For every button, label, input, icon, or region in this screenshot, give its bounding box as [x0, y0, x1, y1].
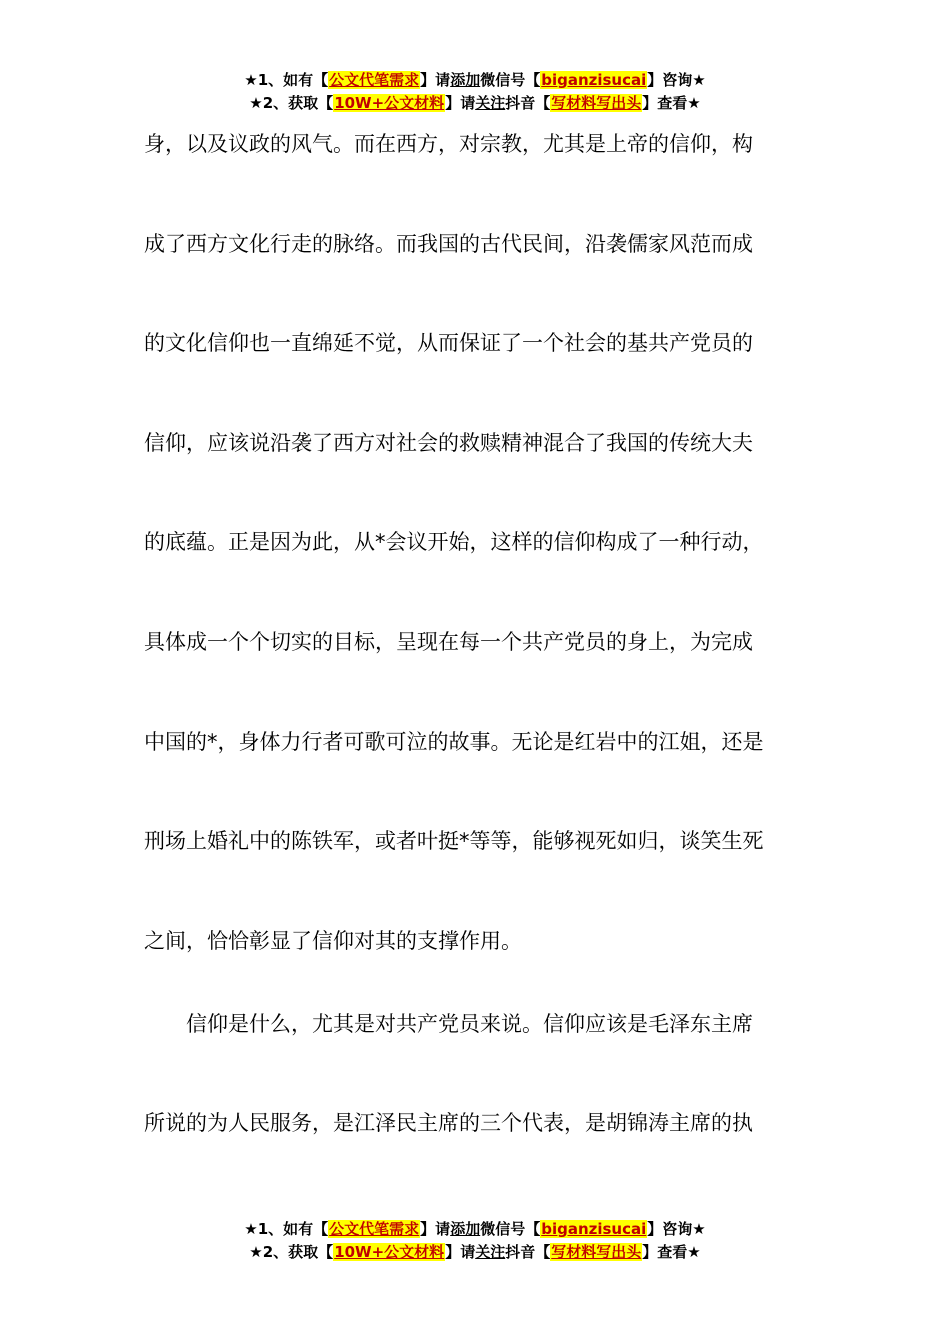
banner-line-2-mid: 】请	[445, 1243, 476, 1261]
body-line: 所说的为人民服务，是江泽民主席的三个代表，是胡锦涛主席的执	[144, 1111, 753, 1135]
banner-line-2-prefix: ★2、获取【	[249, 94, 334, 112]
add-underlined: 添加	[450, 1220, 481, 1238]
banner-line-1	[0, 69, 950, 92]
douyin-id-highlight: 写材料写出头	[551, 1243, 642, 1261]
banner-line-2-mid2: 抖音【	[505, 1243, 551, 1261]
banner-line-1	[0, 1218, 950, 1241]
body-line: 信仰，应该说沿袭了西方对社会的救赎精神混合了我国的传统大夫	[144, 431, 753, 455]
wechat-id-highlight: biganzisucai	[541, 1220, 647, 1238]
body-line: 具体成一个个切实的目标，呈现在每一个共产党员的身上，为完成	[144, 630, 753, 654]
banner-line-1-prefix: ★1、如有【	[244, 1220, 329, 1238]
service-highlight: 公文代笔需求	[329, 1220, 420, 1238]
banner-line-2	[0, 92, 950, 115]
banner-line-1-suffix: 】咨询★	[647, 71, 706, 89]
follow-underlined: 关注	[475, 94, 506, 112]
body-line: 之间，恰恰彰显了信仰对其的支撑作用。	[144, 929, 522, 953]
banner-line-1-mid: 】请	[420, 1220, 451, 1238]
banner-line-1-suffix: 】咨询★	[647, 1220, 706, 1238]
service-highlight: 公文代笔需求	[329, 71, 420, 89]
banner-line-1-mid: 】请	[420, 71, 451, 89]
body-line: 中国的*，身体力行者可歌可泣的故事。无论是红岩中的江姐，还是	[144, 730, 764, 754]
banner-line-2-suffix: 】查看★	[642, 1243, 701, 1261]
banner-line-2-prefix: ★2、获取【	[249, 1243, 334, 1261]
banner-line-1-prefix: ★1、如有【	[244, 71, 329, 89]
follow-underlined: 关注	[475, 1243, 506, 1261]
body-line: 的文化信仰也一直绵延不觉，从而保证了一个社会的基共产党员的	[144, 331, 753, 355]
header-banner	[0, 69, 950, 115]
banner-line-2-mid: 】请	[445, 94, 476, 112]
banner-line-2-suffix: 】查看★	[642, 94, 701, 112]
douyin-id-highlight: 写材料写出头	[551, 94, 642, 112]
body-line: 刑场上婚礼中的陈铁军，或者叶挺*等等，能够视死如归，谈笑生死	[144, 829, 764, 853]
banner-line-1-mid2: 微信号【	[480, 1220, 541, 1238]
body-line: 身，以及议政的风气。而在西方，对宗教，尤其是上帝的信仰，构	[144, 132, 753, 156]
body-line: 的底蕴。正是因为此，从*会议开始，这样的信仰构成了一种行动，	[144, 530, 764, 554]
add-underlined: 添加	[450, 71, 481, 89]
body-line: 信仰是什么，尤其是对共产党员来说。信仰应该是毛泽东主席	[144, 1012, 753, 1036]
banner-line-1-mid2: 微信号【	[480, 71, 541, 89]
footer-banner	[0, 1218, 950, 1264]
body-line: 成了西方文化行走的脉络。而我国的古代民间，沿袭儒家风范而成	[144, 232, 753, 256]
materials-highlight: 10W+公文材料	[334, 1243, 445, 1261]
banner-line-2-mid2: 抖音【	[505, 94, 551, 112]
wechat-id-highlight: biganzisucai	[541, 71, 647, 89]
banner-line-2	[0, 1241, 950, 1264]
materials-highlight: 10W+公文材料	[334, 94, 445, 112]
